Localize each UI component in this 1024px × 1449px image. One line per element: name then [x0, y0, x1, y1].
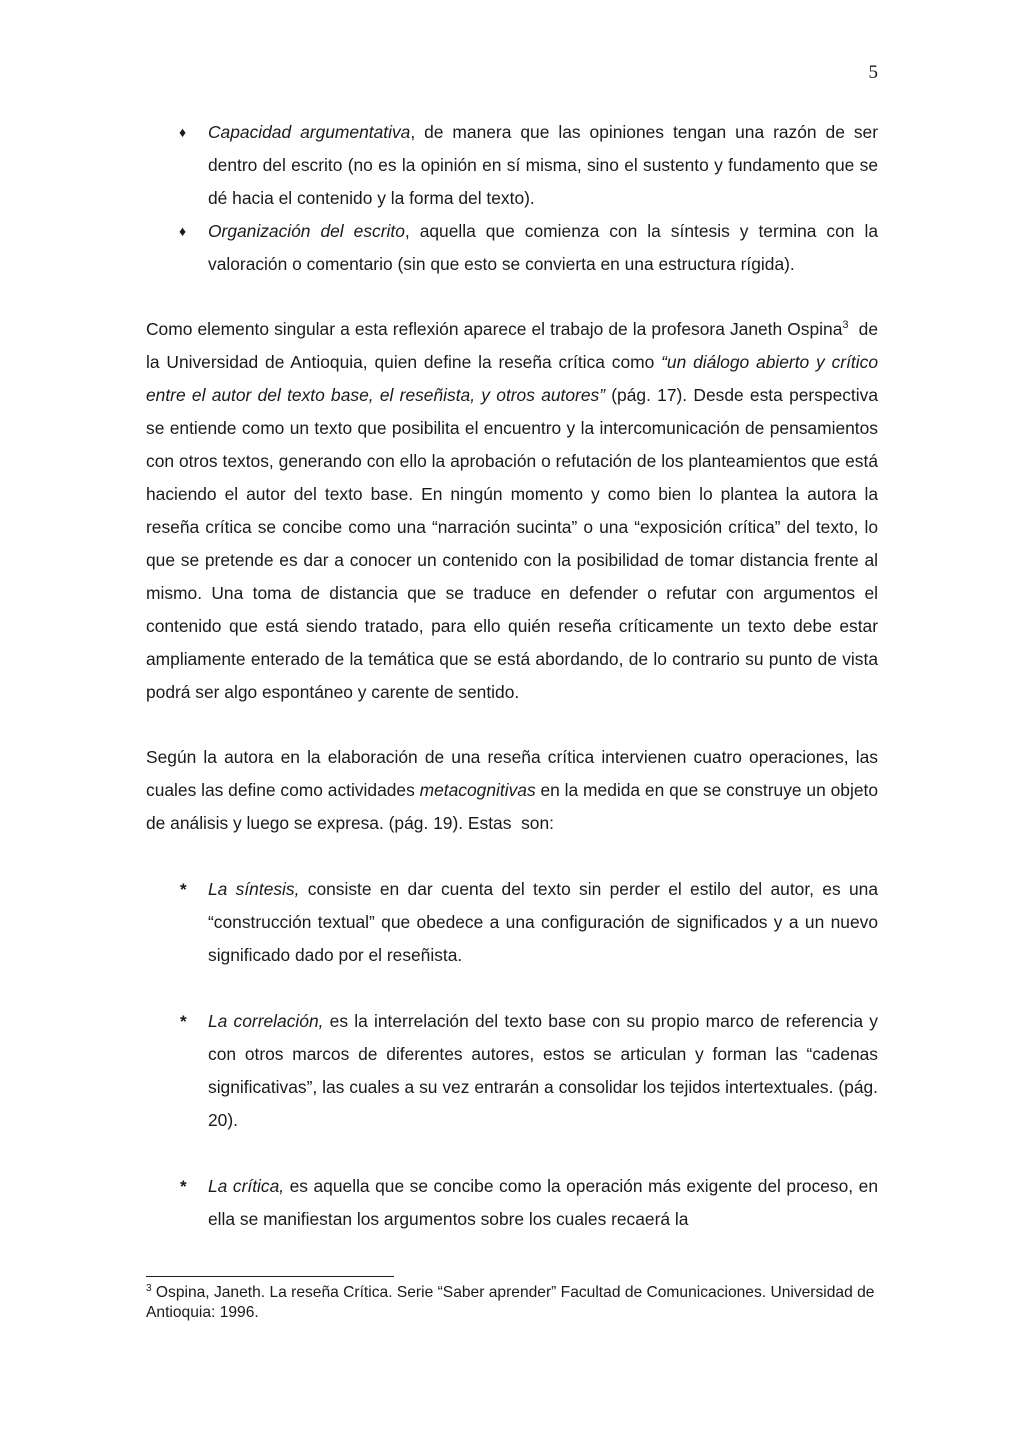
definition-quote: “un diálogo abierto y crítico entre el autor del texto base, el reseñista, y otros autores” [146, 352, 878, 405]
list-item-term: Organización del escrito [208, 221, 405, 241]
list-item-term: Capacidad argumentativa [208, 122, 411, 142]
list-item-text: consiste en dar cuenta del texto sin perder el estilo del autor, es una “construcción textual” que obedece a una configuración de significados y a un nuevo significado dado por el reseñista. [208, 879, 878, 965]
list-item [146, 116, 878, 215]
footnote [146, 1283, 886, 1323]
asterisk-bullet-icon: * [180, 1012, 187, 1031]
paragraph-text: (pág. 17). Desde esta perspectiva se entiende como un texto que posibilita el encuentro y la intercomunicación de pensamientos con otros textos, generando con ello la aprobación o refutación de los planteamientos que está haciendo el autor del texto base. En ningún momento y como bien lo plantea la autora la reseña crítica se concibe como una “narración sucinta” o una “exposición crítica” del texto, lo que se pretende es dar a conocer un contenido con la posibilidad de tomar distancia frente al mismo. Una toma de distancia que se traduce en defender o refutar con argumentos el contenido que está siendo tratado, para ello quién reseña críticamente un texto debe estar ampliamente enterado de la temática que se está abordando, de lo contrario su punto de vista podrá ser algo espontáneo y carente de sentido. [146, 385, 878, 702]
paragraph-text: en la medida en que se construye un objeto de análisis y luego se expresa. (pág. 19). Estas son: [146, 780, 883, 833]
list-item-text: es aquella que se concibe como la operación más exigente del proceso, en ella se manifiestan los argumentos sobre los cuales recaerá la [208, 1176, 879, 1229]
diamond-bullet-icon: ♦ [179, 124, 187, 140]
list-item [146, 1005, 878, 1137]
paragraph-text: Como elemento singular a esta reflexión aparece el trabajo de la profesora Janeth Ospina [146, 319, 843, 339]
operations-list [146, 873, 878, 1236]
bullet-list [146, 116, 878, 281]
paragraph-text: Según la autora en la elaboración de una reseña crítica intervienen cuatro operaciones, las cuales las define como actividades [146, 747, 878, 800]
list-item [146, 873, 878, 972]
asterisk-bullet-icon: * [180, 880, 187, 899]
paragraph-operaciones [146, 741, 883, 840]
footnote-separator [146, 1276, 394, 1277]
diamond-bullet-icon: ♦ [179, 223, 187, 239]
list-item-text: , aquella que comienza con la síntesis y termina con la valoración o comentario (sin que esto se convierta en una estructura rígida). [208, 221, 878, 274]
list-item-term: La crítica, [208, 1176, 285, 1196]
list-item-term: La correlación, [208, 1011, 324, 1031]
list-item [146, 215, 878, 281]
page-number: 5 [868, 62, 878, 83]
asterisk-bullet-icon: * [180, 1177, 187, 1196]
list-item-text: , de manera que las opiniones tengan una razón de ser dentro del escrito (no es la opinión en sí misma, sino el sustento y fundamento que se dé hacia el contenido y la forma del texto). [208, 122, 879, 208]
italic-term: metacognitivas [419, 780, 536, 800]
paragraph-ospina [146, 313, 883, 709]
document-body [146, 116, 883, 1236]
footnote-number: 3 [146, 1283, 152, 1294]
list-item-term: La síntesis, [208, 879, 300, 899]
list-item [146, 1170, 878, 1236]
footnote-text: Ospina, Janeth. La reseña Crítica. Serie “Saber aprender” Facultad de Comunicaciones. Universidad de Antioquia: 1996. [146, 1284, 875, 1321]
list-item-text: es la interrelación del texto base con su propio marco de referencia y con otros marcos de diferentes autores, estos se articulan y forman las “cadenas significativas”, las cuales a su vez entrarán a consolidar los tejidos intertextuales. (pág. 20). [208, 1011, 878, 1130]
footnote-reference: 3 [842, 319, 849, 331]
paragraph-text: de la Universidad de Antioquia, quien define la reseña crítica como [146, 319, 883, 372]
